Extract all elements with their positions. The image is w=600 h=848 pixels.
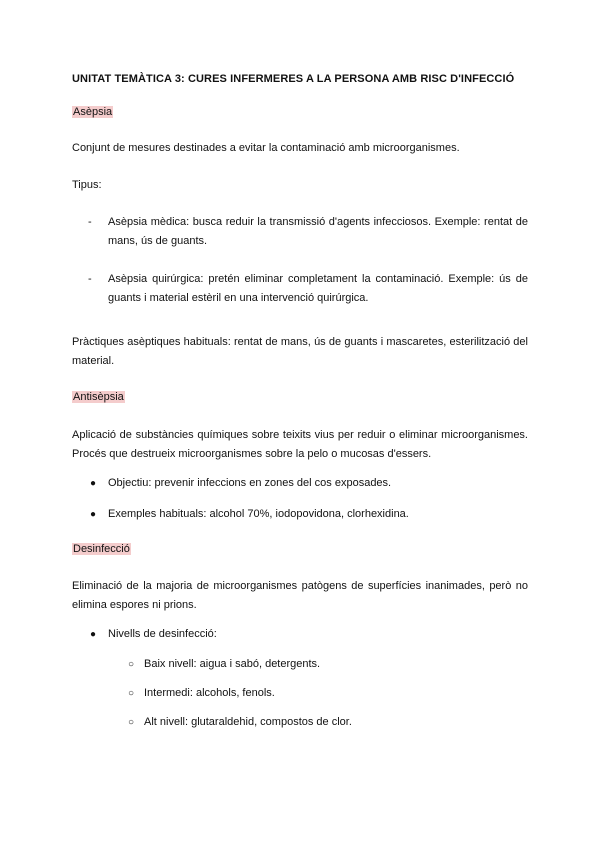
desinfeccio-definition: Eliminació de la majoria de microorganismes patògens de superfícies inanimades, però no elimina espores ni prions. (72, 580, 528, 611)
list-item (88, 213, 528, 251)
sub-list-item-text: Intermedi: alcohols, fenols. (144, 687, 275, 699)
antisepsia-definition: Aplicació de substàncies químiques sobre teixits vius per reduir o eliminar microorganismes. Procés que destrueix microorganismes sobre la pelo o mucosas d'essers. (72, 429, 528, 460)
list-item (90, 505, 528, 524)
list-item-text: Asèpsia mèdica: busca reduir la transmissió d'agents infecciosos. Exemple: rentat de mans, ús de guants. (108, 216, 528, 247)
heading-highlight: Desinfecció (73, 543, 130, 555)
circle-marker: ○ (128, 659, 135, 670)
bullet-marker: ● (90, 509, 97, 520)
list-item (90, 474, 528, 493)
bullet-marker: ● (90, 629, 97, 640)
sub-list-item-text: Baix nivell: aigua i sabó, detergents. (144, 658, 321, 670)
circle-marker: ○ (128, 688, 135, 699)
document-title: UNITAT TEMÀTICA 3: CURES INFERMERES A LA PERSONA AMB RISC D'INFECCIÓ (72, 73, 515, 85)
heading-highlight: Antisèpsia (73, 391, 124, 403)
sub-list-item-text: Alt nivell: glutaraldehid, compostos de clor. (144, 716, 352, 728)
dash-marker: - (88, 216, 92, 228)
circle-marker: ○ (128, 717, 135, 728)
list-item-text: Asèpsia quirúrgica: pretén eliminar completament la contaminació. Exemple: ús de guants i material estèril en una intervenció quirúrgica. (108, 273, 528, 304)
dash-marker: - (88, 273, 92, 285)
section-heading-asepsia (72, 103, 113, 122)
list-item-text: Nivells de desinfecció: (108, 628, 217, 640)
list-item-text: Exemples habituals: alcohol 70%, iodopovidona, clorhexidina. (108, 508, 409, 520)
list-item-text: Objectiu: prevenir infeccions en zones del cos exposades. (108, 477, 392, 489)
asepsia-types-label: Tipus: (72, 179, 102, 191)
list-item (90, 625, 528, 644)
sub-list-item (128, 713, 528, 732)
sub-list-item (128, 684, 528, 703)
heading-highlight: Asèpsia (73, 106, 113, 118)
asepsia-definition: Conjunt de mesures destinades a evitar la contaminació amb microorganismes. (72, 142, 460, 154)
sub-list-item (128, 655, 528, 674)
bullet-marker: ● (90, 478, 97, 489)
section-heading-desinfeccio (72, 540, 131, 559)
section-heading-antisepsia (72, 388, 125, 407)
asepsia-practices: Pràctiques asèptiques habituals: rentat de mans, ús de guants i mascaretes, esterilització del material. (72, 336, 528, 367)
list-item (88, 270, 528, 308)
